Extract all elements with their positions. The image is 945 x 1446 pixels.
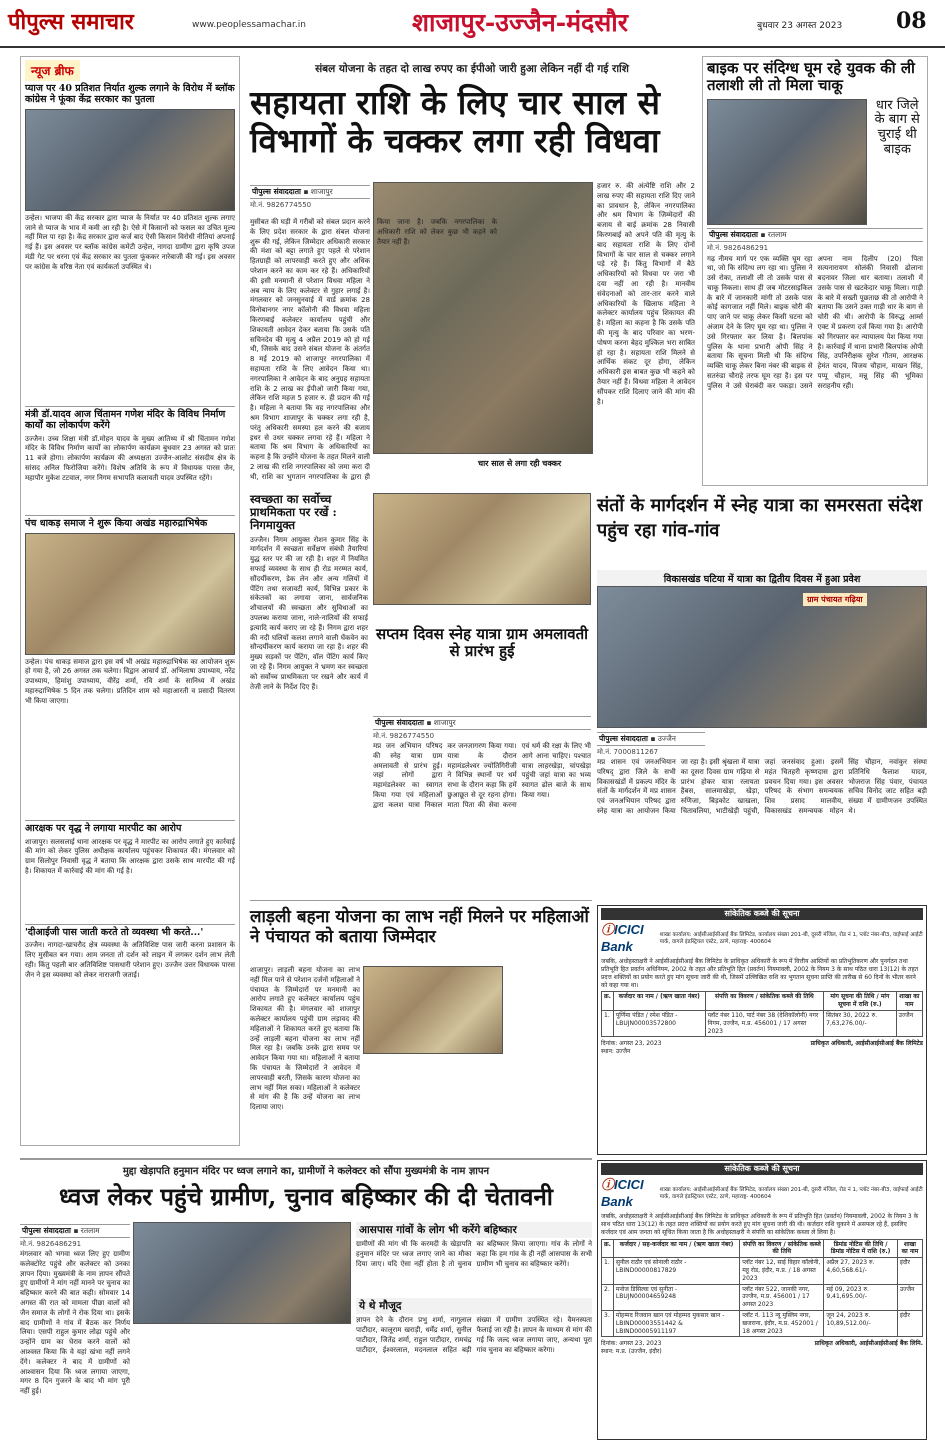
- table-row: [602, 1010, 923, 1036]
- icici-1-title: सांकेतिक कब्जे की सूचना: [601, 908, 923, 920]
- table-row: [602, 1310, 923, 1336]
- lead-body: मुसीबत की घड़ी में गरीबों को संबल प्रदान करने के लिए प्रदेश सरकार के द्वारा संबल योजना शुरू की गई, लेकिन जिम्मेदार अधिकारी सरकार की मंशा को बट्टा लगाते हुए पहले से परेशान हितग्राही को लापरवाही करते हुए और अधिक परेशान करने का काम कर रहे हैं। अधिकारियों की इसी मनमानी से परेशान विधवा महिला ने अब न्याय के लिए कलेक्टर से गुहार लगाई है। मंगलवार को जनसुनवाई में वार्ड क्रमांक 28 विनोबानगर नगर कॉलोनी की विधवा महिला किरणबाई कलेक्टर कार्यालय पहुंची और शिकायती आवेदन देकर बताया कि उसके पति सचिनदेव की मृत्यु 4 अप्रैल 2019 को हो गई थी, जिसके बाद उसने संबल योजना के अंतर्गत 8 मई 2019 को शाजापुर नगरपालिका में सहायता राशि के लिए आवेदन किया था। नगरपालिका ने आवेदन के बाद अनुग्रह सहायता राशि के 2 लाख का ईपीओ जारी किया गया, लेकिन राशि महज 5 हजार रु. ही प्रदान की गई है। महिला ने बताया कि वह नगरपालिका और श्रम विभाग शाजापुर के चक्कर लगा रही है, परंतु अधिकारी समस्या हल करने की बजाय इधर से उधर चक्कर लगवा रहे हैं। महिला ने बताया कि श्रम विभाग के अधिकारियों का कहना है कि उन्होंने योजना के तहत मिलने वाली 2 लाख की राशि नगरपालिका को जमा करा दी थी, राशि का भुगतान नगरपालिका के द्वारा ही: [250, 218, 370, 481]
- santon-byline: पीपुल्स संवाददाता: [599, 734, 648, 743]
- icici-2-th: कर्जदार / सह-कर्जदार का नाम / (ऋण खाता नंबर): [613, 1239, 739, 1258]
- lead-kicker: संबल योजना के तहत दो लाख रुपए का ईपीओ जारी हुआ लेकिन नहीं दी गई राशि: [315, 63, 629, 75]
- table-cell: 2.: [602, 1284, 614, 1310]
- brief-2-body: उज्जैन। उच्च शिक्षा मंत्री डॉ.मोहन यादव के मुख्य आतिथ्य में श्री चिंतामन गणेश मंदिर के विविध निर्माण कार्यों का लोकार्पण कार्यक्रम बुधवार 23 अगस्त को प्रातः 11 बजे होगा। लोकार्पण कार्यक्रम की अध्यक्षता उज्जैन-आलोट संसदीय क्षेत्र के सांसद अनिल फिरोजिया करेंगे। विशेष अतिथि के रूप में विधायक पारस जैन, महापौर मुकेश टटवाल, नगर निगम सभापति कलावती यादव उपस्थित रहेंगे।: [25, 434, 235, 482]
- ladli-body-right: [506, 966, 592, 1144]
- icici-2-th: डिमांड नोटिस की तिथि / डिमांड नोटिस में राशि (रु.): [824, 1239, 897, 1258]
- ladli-body-bottom: [363, 1058, 503, 1144]
- table-cell: प्लॉट नं. 113 न्यू मुस्लिम नगर, खजराना, इंदौर, म.प्र. 452001 / 18 अगस्त 2023: [740, 1310, 824, 1336]
- cleanliness-story: [250, 493, 368, 893]
- icici-1-th: संपत्ति का विवरण / सांकेतिक कब्जे की तिथि: [705, 992, 824, 1011]
- santon-photo-banner: ग्राम पंचायत गढ़िया: [803, 593, 867, 606]
- ladli-headline: लाड़ली बहना योजना का लाभ नहीं मिलने पर महिलाओं ने पंचायत को बताया जिम्मेदार: [250, 907, 589, 947]
- sneh-yatra-photo: [373, 493, 591, 605]
- dhwaj-box: [356, 1222, 592, 1440]
- lead-byline-block: पीपुल्स संवाददाता ▪ शाजापुर मो.नं. 9826774550: [250, 183, 370, 210]
- lead-body-right: हजार रु. की अंत्येष्टि राशि और 2 लाख रुपए की सहायता राशि दिए जाने का प्रावधान है, लेकिन नगरपालिका और श्रम विभाग के जिम्मेदारों की बजाय से बाई क्रमांक 28 निवासी किरणबाई को अपने पति की मृत्यु के बाद सहायता राशि के लिए दोनों विभागों के चार साल से चक्कर लगाने पड़े रहे हैं। किंतु विभागों में बैठे अधिकारियों को विधवा पर जरा भी दया नहीं आ रही है। मानवीय संवेदनाओं को तार-तार करने वाले अधिकारियों के खिलाफ महिला ने कलेक्टर कार्यालय पहुंच शिकायत की है। महिला का कहना है कि उसके पति की मृत्यु के बाद परिवार का भरण-पोषण करना बेहद मुश्किल भरा साबित हो रहा है। सहायता राशि मिलने से आर्थिक संकट दूर होगा, लेकिन अधिकारी इस बाबत कुछ भी कहने को तैयार नहीं हैं। विधवा महिला ने आवेदन सौंपकर राशि दिलाए जाने की मांग की है।: [597, 182, 695, 406]
- icici-1-place: स्थान: उज्जैन: [601, 1048, 631, 1056]
- sneh-yatra-byline: पीपुल्स संवाददाता: [375, 718, 424, 727]
- icici-2-bank-name: ICICI Bank: [601, 1177, 644, 1210]
- table-cell: उज्जैन: [897, 1284, 922, 1310]
- table-cell: मई 09, 2023 रु. 9,41,695.00/-: [824, 1284, 897, 1310]
- santon-body: मप्र शासन एवं जनअभियान परिषद् द्वारा जिले के सभी विकासखंडों में प्रकल्प मंदिर के संतों के मार्गदर्शन में मप्र शासन एवं जनअभियान परिषद द्वारा स्नेह यात्रा का आयोजन किया जा रहा है। इसी श्रृंखला में यात्रा का दूसरा दिवस ग्राम गढ़िया से प्रारंभ होकर यात्रा रलायता हैबस, सालमाखेड़ा, खेड़ा, रुणिजा, बिड़कोट खाखला, चितावलिया, भाटीखेड़ी पहुंची, जहां जनसंवाद हुआ। इसमें महंत चितहरी कृष्णदास द्वारा प्रवचन दिया गया। इस अवसर परिषद के संभाग समन्वयक शिव प्रसाद मालवीय, विकासखंड समन्वयक मोहन सिंह चौहान, नवांकुर संस्था प्रतिनिधि फैलाश यादव, भोजराज सिंह पंवार, पंचायत सचिव विनोद जाट सहित बड़ी संख्या में ग्रामीणजन उपस्थित थे।: [597, 758, 927, 815]
- dhwaj-box-body: ग्रामीणों की मांग थी कि करमदी के खेड़ापति हनुमान मंदिर पर ध्वज लगाए जाने का मौका दिया जाए। यदि ऐसा नहीं होता है तो चुनाव का बहिष्कार किया जाएगा। गांव के लोगों ने कहा कि हम गांव के ही नहीं आसपास के सभी ग्रामीण भी चुनाव का बहिष्कार करेंगे।: [356, 1240, 592, 1268]
- table-cell: अप्रैल 27, 2023 रु. 4,60,568.61/-: [824, 1258, 897, 1284]
- icici-1-branch: शाखा कार्यालय: आईसीआईसीआई बैंक लिमिटेड, कार्यालय संख्या 201-बी, दूसरी मंजिल, रोड नं 1, प्लॉट नंबर-बी3, वाईफाई आईटी पार्क, वागले इंडस्ट्रियल एस्टेट, ठाणे, महाराष्ट्र- 400604: [659, 932, 923, 946]
- icici-2-th: क्र.: [602, 1239, 614, 1258]
- icici-1-table: [601, 991, 923, 1037]
- bike-side-label: धार जिले के बाग से चुराई थी बाइक: [874, 97, 920, 158]
- lead-mobile: मो.नं. 9826774550: [250, 201, 312, 209]
- cleanliness-body: उज्जैन। निगम आयुक्त रोशन कुमार सिंह के मार्गदर्शन में स्वच्छता सर्वेक्षण संबंधी तैयारियां युद्ध स्तर पर की जा रही है। शहर में नियमित सफाई व्यवस्था के साथ ही रोड मरम्मत कार्य, सौंदर्यीकरण, डेक लेन और अन्य गलियों में पेंटिंग तथा सजावटी कार्य, विभिन्न प्रकार के संकेतकों का लगाया जाना, सार्वजनिक शौचालयों की स्वच्छता और सुविधाओं का उपलब्ध कराया जाना, नाले-नालियों की सफाई इत्यादि कार्य कराए जा रहे हैं। निगम द्वारा शहर की नदी घलियों कलश लगाने वाली घेंकवेन का सौन्दर्यीकरण कार्य कराया जा रहा है। शहर की मुख्य सड़कों पर पेंटिंग, वॉल पेंटिंग कार्य किए जा रहे हैं। निगम आयुक्त ने भ्रमण कर स्वच्छता को सर्वोच्च प्राथमिकता पर रखने और कार्य में तेजी लाने के निर्देश दिए हैं।: [250, 535, 368, 691]
- brief-3-headline: पंच धाकड़ समाज ने शुरू किया अखंड महारुद्राभिषेक: [25, 515, 235, 530]
- santon-mobile: मो.नं. 7000811267: [597, 748, 659, 756]
- dhwaj-photo: [133, 1222, 351, 1324]
- table-cell: उज्जैन: [896, 1010, 922, 1036]
- section-title: शाजापुर-उज्जैन-मंदसौर: [412, 8, 628, 37]
- santon-photo: [597, 586, 927, 728]
- brief-1-headline: प्याज पर 40 प्रतिशत निर्यात शुल्क लगाने के विरोध में ब्लॉक कांग्रेस ने फूंका केंद्र सरकार का पुतला: [25, 83, 235, 105]
- brand-logo: पीपुल्स समाचार: [8, 9, 134, 35]
- issue-date: बुधवार 23 अगस्त 2023: [757, 21, 843, 31]
- table-row: [602, 1284, 923, 1310]
- table-cell: पूर्णिमा पंडित / रमेश पंडित - LBUJN00003572800: [613, 1010, 705, 1036]
- dhwaj-headline: ध्वज लेकर पहुंचे ग्रामीण, चुनाव बहिष्कार की दी चेतावनी: [58, 1182, 554, 1211]
- cleanliness-headline: स्वच्छता का सर्वोच्च प्राथमिकता पर रखें : निगमायुक्त: [250, 492, 337, 533]
- bike-headline: बाइक पर संदिग्ध घूम रहे युवक की ली तलाशी ली तो मिला चाकू: [707, 59, 915, 95]
- dhwaj-body-under-photo: [133, 1328, 351, 1440]
- santon-headline: संतों के मार्गदर्शन में स्नेह यात्रा का समरसता संदेश पहुंच रहा गांव-गांव: [597, 495, 923, 542]
- bike-place: रतलाम: [767, 229, 787, 239]
- dhwaj-kicker: मुद्दा खेड़ापति हनुमान मंदिर पर ध्वज लगाने का, ग्रामीणों ने कलेक्टर को सौंपा मुख्यमंत्री के नाम ज्ञापन: [122, 1166, 490, 1177]
- table-cell: जून 24, 2023 रु. 10,89,512.00/-: [824, 1310, 897, 1336]
- table-cell: मनोज डिसिल्वा एवं सुनीता - LBUJN00004659248: [613, 1284, 739, 1310]
- table-cell: 3.: [602, 1310, 614, 1336]
- icici-2-date: दिनांक: अगस्त 23, 2023: [601, 1340, 662, 1348]
- table-cell: इंदौर: [897, 1310, 922, 1336]
- lead-headline: सहायता राशि के लिए चार साल से विभागों के चक्कर लगा रही विधवा: [250, 83, 660, 160]
- icici-1-th: क्र.: [602, 992, 614, 1011]
- table-cell: मोहम्मद रिजवान खान एवं मोहम्मद मुकसार खान - LBIND00003551442 & LBIND00005911197: [613, 1310, 739, 1336]
- bike-story: बाइक पर संदिग्ध घूम रहे युवक की ली तलाशी ली तो मिला चाकू धार जिले के बाग से चुराई थी बाइक पीपुल्स संवाददाता ▪ रतलाम मो.नं. 9826486291 गढ़ नीमच मार्ग पर एक व्यक्ति घूम रहा था, जो कि संदिग्ध लग रहा था। पुलिस ने उसे रोका, तलाशी ली तो उसके पास से चाकू निकला। साथ ही जब मोटरसाइकिल के बारे में जानकारी मांगी तो उसके पास कोई कागजात नहीं मिले। बाइक चोरी की पाए जाने पर चाकू लेकर किसी घटना को अंजाम देने के लिए घूम रहा था। पुलिस ने उसे गिरफ्तार कर लिया है। बिलपांक पुलिस के थाना प्रभारी ओपी सिंह ने बताया कि सूचना मिली थी कि संदिग्ध व्यक्ति चाकू लेकर बिना नंबर की बाइक से सतरुंडा चौराहे तरफ घूम रहा है। इस पर पुलिस ने उसे घेराबंदी कर पकड़ा। उसने अपना नाम दिलीप (20) पिता सत्यनारायण सोलंकी निवासी ढोलाना बदनावर जिला धार बताया। तलाशी में उसके पास से खटकेदार चाकू मिला। गाड़ी के बारे में सख्ती पूछताछ की तो आरोपी ने बताया कि उसने उक्त गाड़ी धार के बाग से चोरी की थी। आरोपी के विरुद्ध आर्म्स एक्ट में प्रकरण दर्ज किया गया है। आरोपी को गिरफ्तार कर न्यायालय पेश किया गया है। कार्रवाई में थाना प्रभारी बिलपांक ओपी सिंह, उपनिरीक्षक सुरेश गौतम, आरक्षक हेमंत यादव, विजय चौहान, माखन सिंह, पप्पू चौहान, मन्नू सिंह की भूमिका सराहनीय रही।: [702, 56, 928, 486]
- icici-1-th: शाखा का नाम: [896, 992, 922, 1011]
- ladli-body: शाजापुर। लाड़ली बहना योजना का लाभ नहीं मिल पाने से परेशान दर्जनों महिलाओं ने पंचायत के जिम्मेदारों पर मनमानी का आरोप लगाते हुए कलेक्टर कार्यालय पहुंच शिकायत की है। मंगलवार को शाजापुर कलेक्टर कार्यालय पहुंची ग्राम लड़ावद की महिलाओं ने शिकायत करते हुए बताया कि उन्हें लाड़ली बहना योजना का लाभ नहीं मिल रहा है। जबकि उनके द्वारा समय पर आवेदन किया गया था। महिलाओं ने बताया कि पंचायत के जिम्मेदारों ने आवेदन में लापरवाही बरती, जिसके कारण योजना का लाभ नहीं मिल सका। महिलाओं ने कलेक्टर से मांग की है कि उन्हें योजना का लाभ दिलाया जाए।: [250, 966, 360, 1112]
- icici-1-th: कर्जदार का नाम / (ऋण खाता नंबर): [613, 992, 705, 1011]
- dhwaj-mobile: मो.नं. 9826486291: [20, 1240, 82, 1248]
- table-cell: 1.: [602, 1258, 614, 1284]
- dhwaj-box-headline: आसपास गांवों के लोग भी करेंगे बहिष्कार: [356, 1222, 592, 1238]
- icici-1-bank-name: ICICI Bank: [601, 922, 644, 955]
- ladli-photo: [363, 966, 503, 1054]
- lead-place: शाजापुर: [310, 187, 333, 196]
- table-cell: इंदौर: [897, 1258, 922, 1284]
- sneh-yatra-place: शाजापुर: [433, 718, 456, 727]
- website-url: www.peoplessamachar.in: [192, 20, 306, 30]
- santon-place: उज्जैन: [657, 734, 676, 743]
- icici-2-logo: [601, 1177, 656, 1211]
- table-cell: प्लॉट नंबर 110, पार्ट नंबर 38 (देशिकॉलोनी) नगर निगम, उज्जैन, म.प्र. 456001 / 17 अगस्त 2023: [705, 1010, 824, 1036]
- santon-byline-block: पीपुल्स संवाददाता ▪ उज्जैन मो.नं. 7000811267: [597, 730, 705, 757]
- icici-notice-1: [597, 905, 927, 1155]
- icici-2-para: जबकि, अधोहस्ताक्षरी ने आईसीआईसीआई बैंक लिमिटेड के प्राधिकृत अधिकारी के रूप में प्रतिभूति हित (प्रवर्तन) नियमावली, 2002 के नियम 3 के साथ पठित धारा 13(12) के तहत प्रदत्त शक्तियों का प्रयोग करते हुए मांग सूचना जारी की थी। कर्जदार राशि चुकाने में असफल रहे हैं, इसलिए कर्जदार एवं आम जनता को सूचित किया जाता है कि अधोहस्ताक्षरी ने संपत्ति का सांकेतिक कब्जा ले लिया है।: [601, 1213, 919, 1236]
- table-cell: सितंबर 30, 2022 रु. 7,63,276.00/-: [824, 1010, 896, 1036]
- lead-subhead: चार साल से लगा रही चक्कर: [478, 459, 562, 468]
- brief-3-body: उन्हेल। पंच धाकड़ समाज द्वारा इस वर्ष भी अखंड महारुद्राभिषेक का आयोजन शुरू हो गया है, जो 26 अगस्त तक चलेगा। विद्वान आचार्य डॉ. अभिलाषा उपाध्याय, नरेंद्र उपाध्याय, हिमांशु उपाध्याय, वीरेंद्र शर्मा, रवि शर्मा के सानिध्य में अखंड महारुद्राभिषेक 5 दिन तक चलेगा। प्रतिदिन शाम को महाआरती व प्रसादी वितरण भी किया जाएगा।: [25, 657, 235, 705]
- news-brief-column: [20, 56, 240, 1146]
- icici-logo-mark-icon: ⓘ: [601, 1177, 615, 1193]
- icici-2-th: संपत्ति का विवरण / सांकेतिक कब्जे की तिथि: [740, 1239, 824, 1258]
- news-brief-label: न्यूज ब्रीफ: [25, 60, 80, 81]
- sneh-yatra-byline-block: पीपुल्स संवाददाता ▪ शाजापुर मो.नं. 9826774550: [373, 714, 591, 741]
- brief-5-body: उज्जैन। नागदा-खाचरौद क्षेत्र व्यवस्था के अतिविशिष्ट पास जारी करना प्रशासन के लिए मुसीबत बन गया। आम जनता तो दर्शन को लाइन में लगकर दर्शन लाभ लेती रही। किंतु पहली बार अतिविशिष्ट पासधारी परेशान हुए। उज्जैन उत्तर विधायक पारस जैन ने इस व्यवस्था को लेकर नाराजगी जताई।: [25, 941, 235, 979]
- sneh-yatra-body: मप्र जन अभियान परिषद की स्नेह यात्रा ग्राम अमलावती से प्रारंभ हुई। जहां लोगों द्वारा महामंडलेश्वर का स्वागत किया गया एवं महिलाओं द्वारा कलश यात्रा निकाल कर जनजागरण किया गया। यात्रा के दौरान महामंडलेश्वर ज्योतिगिरीजी ने विभिन्न स्थानों पर धर्म सभा के दौरान कहा कि हमें छुआछूत से दूर रहना होगा। माता पिता की सेवा करना एवं धर्म की रक्षा के लिए भी आगे आना चाहिए। पश्चात यात्रा लाहरखेड़ा, चांपखेड़ा पहुंची जहां यात्रा का भव्य स्वागत ढोल बाजे के साथ किया गया।: [373, 742, 591, 809]
- icici-2-place: स्थान: म.प्र. (उज्जैन, इंदौर): [601, 1348, 662, 1356]
- masthead: [0, 0, 945, 48]
- bike-body: गढ़ नीमच मार्ग पर एक व्यक्ति घूम रहा था, जो कि संदिग्ध लग रहा था। पुलिस ने उसे रोका, तलाशी ली तो उसके पास से चाकू निकला। साथ ही जब मोटरसाइकिल के बारे में जानकारी मांगी तो उसके पास कोई कागजात नहीं मिले। बाइक चोरी की पाए जाने पर चाकू लेकर किसी घटना को अंजाम देने के लिए घूम रहा था। पुलिस ने उसे गिरफ्तार कर लिया है। बिलपांक पुलिस के थाना प्रभारी ओपी सिंह ने बताया कि सूचना मिली थी कि संदिग्ध व्यक्ति चाकू लेकर बिना नंबर की बाइक से सतरुंडा चौराहे तरफ घूम रहा है। इस पर पुलिस ने उसे घेराबंदी कर पकड़ा। उसने अपना नाम दिलीप (20) पिता सत्यनारायण सोलंकी निवासी ढोलाना बदनावर जिला धार बताया। तलाशी में उसके पास से खटकेदार चाकू मिला। गाड़ी के बारे में सख्ती पूछताछ की तो आरोपी ने बताया कि उसने उक्त गाड़ी धार के बाग से चोरी की थी। आरोपी के विरुद्ध आर्म्स एक्ट में प्रकरण दर्ज किया गया है। आरोपी को गिरफ्तार कर न्यायालय पेश किया गया है। कार्रवाई में थाना प्रभारी बिलपांक ओपी सिंह, उपनिरीक्षक सुरेश गौतम, आरक्षक हेमंत यादव, विजय चौहान, माखन सिंह, पप्पू चौहान, मन्नू सिंह की भूमिका सराहनीय रही।: [707, 254, 923, 390]
- brief-5-headline: 'दीआईजी पास जाती करते तो व्यवस्था भी करते...': [25, 924, 235, 939]
- dhwaj-byline: पीपुल्स संवाददाता: [22, 1226, 71, 1235]
- brief-2-headline: मंत्री डॉ.यादव आज चिंतामन गणेश मंदिर के विविध निर्माण कार्यों का लोकार्पण करेंगे: [25, 406, 235, 432]
- divider-ladli: [250, 900, 592, 901]
- table-cell: 1.: [602, 1010, 614, 1036]
- brief-3-photo: [25, 533, 235, 655]
- icici-2-title: सांकेतिक कब्जे की सूचना: [601, 1163, 923, 1175]
- dhwaj-box-subhead: ये थे मौजूद: [356, 1298, 592, 1314]
- icici-2-branch: शाखा कार्यालय: आईसीआईसीआई बैंक लिमिटेड, कार्यालय संख्या 201-बी, दूसरी मंजिल, रोड नं 1, प्लॉट नंबर-बी3, वाईफाई आईटी पार्क, वागले इंडस्ट्रियल एस्टेट, ठाणे, महाराष्ट्र- 400604: [659, 1187, 923, 1201]
- brief-1-photo: [25, 109, 235, 211]
- icici-1-date: दिनांक: अगस्त 23, 2023: [601, 1040, 662, 1048]
- bike-photo: [707, 99, 867, 225]
- dhwaj-place: रतलाम: [80, 1226, 100, 1235]
- icici-notice-2: [597, 1160, 927, 1440]
- santon-subhead: विकासखंड घटिया में यात्रा का द्वितीय दिवस में हुआ प्रवेश: [597, 570, 927, 587]
- dhwaj-box-body-2: ज्ञापन देने के दौरान प्रभु शर्मा, नागूलाल पाटीदार, कालूराम खराड़ी, धर्मेंद्र शर्मा, सुनील पाटीदार, जितेंद्र शर्मा, राहुल पाटीदार, रामचंद्र पाटीदार, ईश्वरलाल, मदनलाल सहित बड़ी संख्या में ग्रामीण उपस्थित रहे। वैमनस्यता फैलाई जा रही है। ज्ञापन के माध्यम से मांग की गई कि जल्द ध्वज लगाया जाए, अन्यथा पूरा गांव चुनाव का बहिष्कार करेगा।: [356, 1316, 592, 1354]
- sneh-yatra-headline: सप्तम दिवस स्नेह यात्रा ग्राम अमलावती से प्रारंभ हुई: [375, 625, 589, 661]
- table-cell: सुनील राठौर एवं सोनाली राठौर - LBIND00000817829: [613, 1258, 739, 1284]
- brief-4-body: शाजापुर। सलसलाई थाना आरक्षक पर वृद्ध ने मारपीट का आरोप लगाते हुए कार्रवाई की मांग को लेकर पुलिस अधीक्षक कार्यालय पहुंचकर शिकायत की। मंगलवार को ग्राम सिलोपुर निवासी वृद्ध ने बताया कि आरक्षक द्वारा उसके साथ मारपीट की गई है। शिकायत में कार्रवाई की मांग की गई है।: [25, 837, 235, 875]
- sneh-yatra-mobile: मो.नं. 9826774550: [373, 732, 435, 740]
- icici-1-logo: [601, 922, 656, 956]
- icici-1-signatory: प्राधिकृत अधिकारी, आईसीआईसीआई बैंक लिमिटेड: [810, 1040, 923, 1048]
- page-number: 08: [896, 8, 927, 34]
- divider-dhwaj: [20, 1158, 592, 1160]
- table-cell: प्लॉट नंबर 522, जानकी नगर, उज्जैन, म.प्र. 456001 / 17 अगस्त 2023: [740, 1284, 824, 1310]
- dhwaj-body: मंगलवार को भगवा ध्वज लिए हुए ग्रामीण कलेक्टोरेट पहुंचे और कलेक्टर को उनका ज्ञापन दिया। मुख्यमंत्री के नाम ज्ञापन सौंपते हुए ग्रामीणों ने मांग नहीं मानने पर चुनाव का बहिष्कार करने की बात कही। सोमवार 14 अगस्त की रात को मामला पीछा वालों को जैन समाज के लोगों ने रोक दिया था। इसके बाद ग्रामीणों ने गांव में बैठक कर निर्णय लिया। एसपी राहुल कुमार लोढ़ा पहुंचे और उन्होंने ग्राम का घेराव करने वालों को आश्वस्त किया कि वे यहां खंभा नहीं लगने देंगे। कलेक्टर ने बाद में ग्रामीणों को आश्वासन दिया कि ध्वज लगाया जाएगा, मगर 8 दिन गुजरने के बाद भी मांग पूरी नहीं हुई।: [20, 1250, 130, 1396]
- bike-byline: पीपुल्स संवाददाता: [709, 229, 758, 239]
- icici-2-signatory: प्राधिकृत अधिकारी, आईसीआईसीआई बैंक लिमि.: [814, 1340, 923, 1348]
- icici-1-th: मांग सूचना की तिथि / मांग सूचना में राशि (रु.): [824, 992, 896, 1011]
- lead-byline: पीपुल्स संवाददाता: [252, 187, 301, 196]
- brief-4-headline: आरक्षक पर वृद्ध ने लगाया मारपीट का आरोप: [25, 820, 235, 835]
- table-cell: प्लॉट नंबर 12, साई विहार कॉलोनी, महू रोड, इंदौर, म.प्र. / 18 अगस्त 2023: [740, 1258, 824, 1284]
- bike-mobile: मो.नं. 9826486291: [707, 243, 769, 252]
- icici-logo-mark-icon: ⓘ: [601, 922, 615, 938]
- icici-2-th: शाखा का नाम: [897, 1239, 922, 1258]
- icici-1-para: जबकि, अधोहस्ताक्षरी ने आईसीआईसीआई बैंक लिमिटेड के प्राधिकृत अधिकारी के रूप में वित्तीय आस्तियों का प्रतिभूतिकरण और पुनर्गठन तथा प्रतिभूति हित प्रवर्तन अधिनियम, 2002 के तहत और प्रतिभूति हित (प्रवर्तन) नियमावली, 2002 के नियम 3 के साथ पठित धारा 13(12) के तहत प्रदत्त शक्तियों का प्रयोग करते हुए मांग सूचना जारी की थी, जिसमें उल्लिखित राशि का भुगतान सूचना प्राप्ति की तारीख से 60 दिनों के भीतर करने को कहा गया था।: [601, 958, 919, 989]
- dhwaj-byline-block: पीपुल्स संवाददाता ▪ रतलाम मो.नं. 9826486291: [20, 1222, 130, 1249]
- icici-2-table: [601, 1239, 923, 1338]
- table-row: [602, 1258, 923, 1284]
- brief-1-body: उन्हेल। भाजपा की केंद्र सरकार द्वारा प्याज के निर्यात पर 40 प्रतिशत शुल्क लगाए जाने से प्याज के भाव में कमी आ रही है। ऐसे में किसानों को फसल का उचित मूल्य नहीं मिल पा रहा है। केंद्र सरकार द्वारा कर्ज बाद ऐसी किसान विरोधी नीतियां अपनाई गई हैं। इस अवसर पर ब्लॉक कांग्रेस कमेटी उन्हेल, नागदा ग्रामीण द्वारा कृषि उपज मंडी गेट पर धरना एवं केंद्र सरकार का पुतला फूंककर नारेबाजी की गई। इस अवसर पर कांग्रेस के वरिष्ठ नेता एवं कार्यकर्ता उपस्थित थे।: [25, 213, 235, 271]
